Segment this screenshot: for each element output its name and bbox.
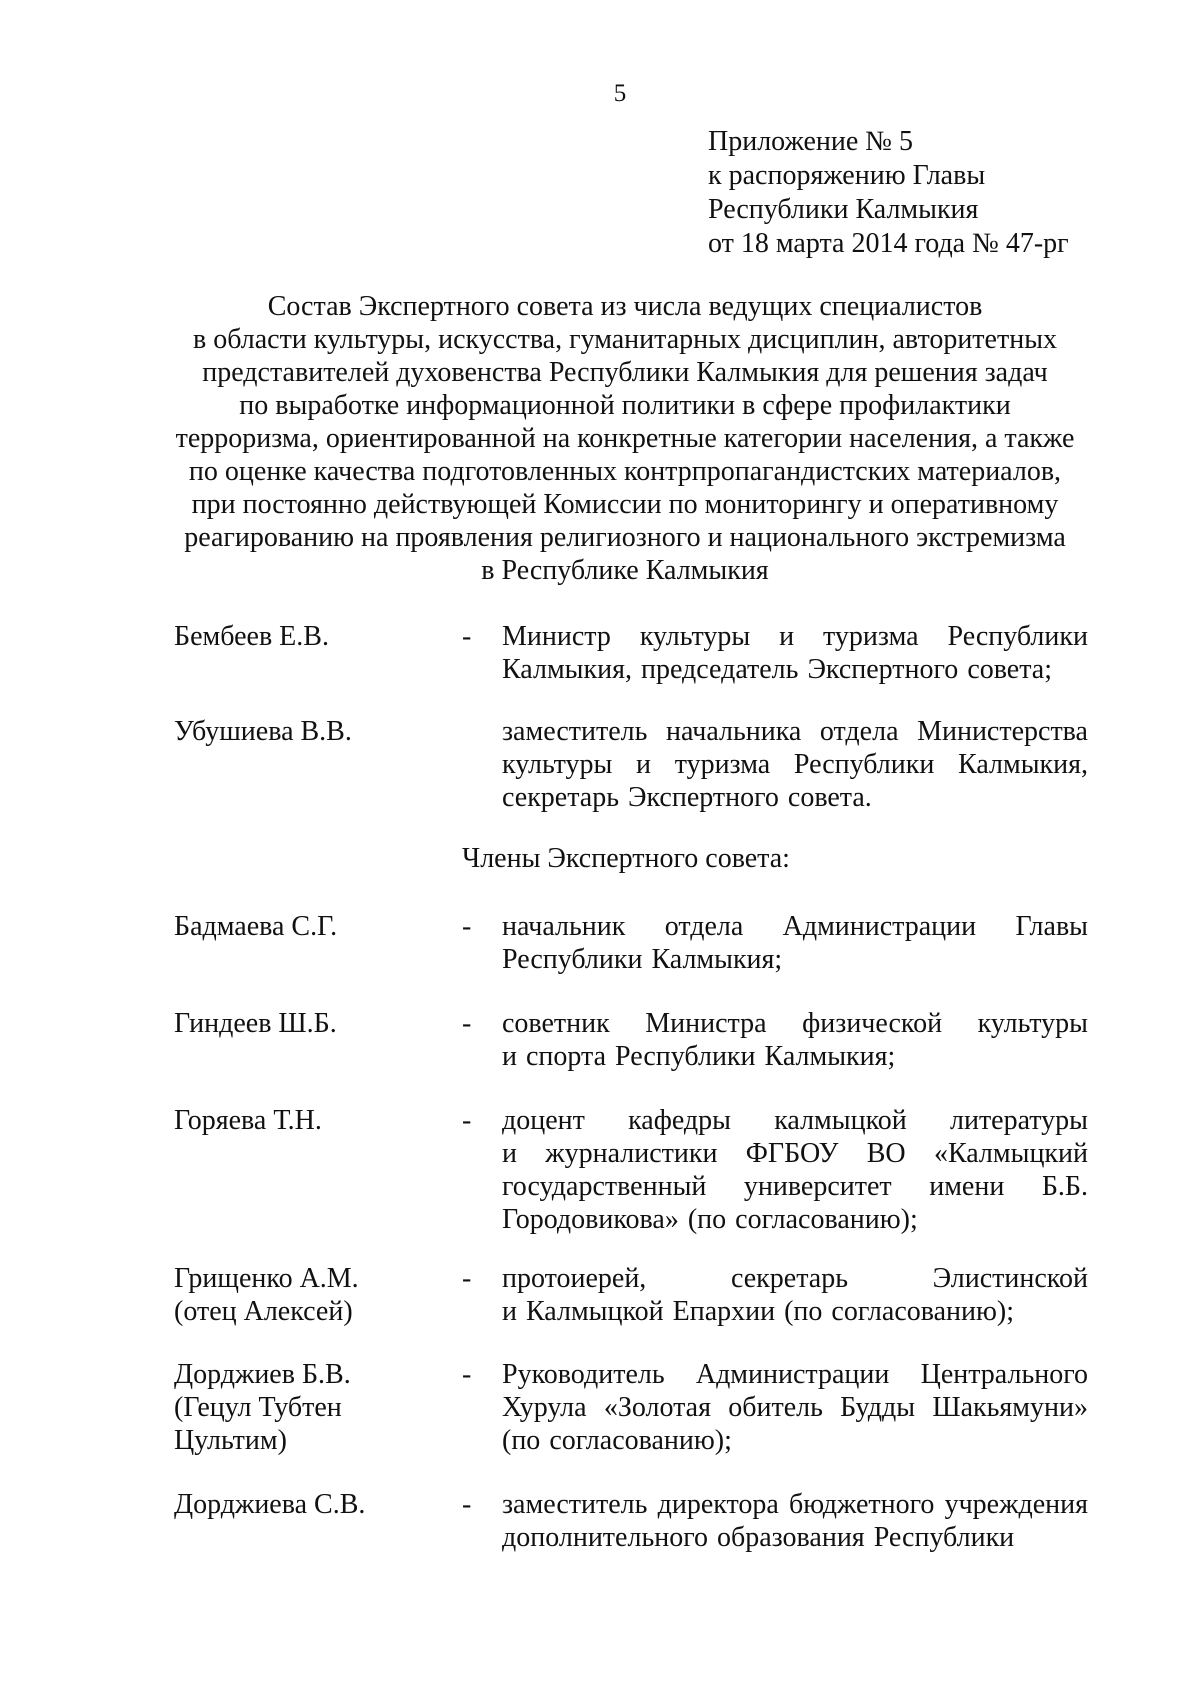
description-word: советник [502,1008,610,1039]
position-description [502,715,1088,814]
description-word: Калмыцкой [525,1296,664,1327]
description-word: Калмыкия; [651,944,783,975]
description-line [502,1391,1088,1424]
description-word: туризма [823,621,919,652]
description-word: совета. [787,782,872,813]
description-line [502,620,1088,653]
description-line [502,1424,1088,1457]
description-word: Епархии [672,1296,776,1327]
description-word: Б.Б. [1041,1171,1088,1202]
description-word: Хурула [502,1392,587,1423]
description-word: согласованию); [549,1425,732,1456]
person-name [174,620,434,653]
description-word: университет [743,1171,892,1202]
description-word: Министерства [917,716,1088,747]
description-line [502,653,1088,686]
description-word: (по [784,1296,823,1327]
position-description [502,1488,1088,1554]
entry-dash: - [462,1359,472,1390]
description-word: Администрации [695,1359,890,1390]
description-line [502,1104,1088,1137]
person-name [174,715,434,748]
description-word: учреждения [944,1489,1088,1520]
description-word: имени [929,1171,1005,1202]
description-word: Администрации [782,911,977,942]
annex-block [708,125,1069,261]
position-description [502,1358,1088,1457]
person-name [174,1007,434,1040]
description-word: Шакьямуни» [932,1392,1088,1423]
person-name-line: Дорджиева С.В. [174,1489,366,1520]
description-word: литературы [949,1105,1088,1136]
description-word: заместитель [502,716,648,747]
description-word: (по [502,1425,541,1456]
entry-dash: - [462,1008,472,1039]
description-word: Министра [645,1008,767,1039]
person-name-line: Цультим) [174,1425,287,1456]
entry-dash: - [462,1263,472,1294]
person-name-line: Убушиева В.В. [174,716,352,747]
description-word: образования [716,1522,865,1553]
description-line [502,748,1088,781]
title-line: в области культуры, искусства, гуманитарных дисциплин, авторитетных [192,324,1058,355]
description-word: Городовикова» [502,1204,679,1235]
description-word: согласованию); [735,1204,918,1235]
description-word: культуры [977,1008,1088,1039]
description-word: Калмыкия; [764,1041,896,1072]
description-word: начальник [502,911,626,942]
person-name-line: Грищенко А.М. [174,1263,359,1294]
description-word: кафедры [628,1105,731,1136]
person-name-line: (отец Алексей) [174,1296,353,1327]
description-word: Главы [1015,911,1088,942]
description-word: спорта [525,1041,607,1072]
annex-line: Республики Калмыкия [708,194,979,225]
description-word: и [502,1138,517,1169]
position-description [502,1007,1088,1073]
description-word: Экспертного [628,782,779,813]
description-word: Республики [873,1522,1015,1553]
title-line: по оценке качества подготовленных контрпропагандистских материалов, [188,456,1062,487]
description-word: заместитель [502,1489,648,1520]
description-line [502,1040,1088,1073]
person-name-line: Гиндеев Ш.Б. [174,1008,337,1039]
entry-dash: - [462,621,472,652]
person-name-line: Бембеев Е.В. [174,621,329,652]
description-word: директора [657,1489,779,1520]
description-word: государственный [502,1171,707,1202]
description-line [502,781,1088,814]
annex-line: от 18 марта 2014 года № 47-рг [708,228,1069,259]
description-word: и [502,1296,517,1327]
description-word: согласованию); [831,1296,1015,1327]
description-word: «Калмыцкий [933,1138,1088,1169]
description-word: Министр [502,621,611,652]
description-word: (по [687,1204,727,1235]
description-word: Руководитель [502,1359,665,1390]
title-line: при постоянно действующей Комиссии по мониторингу и оперативному [191,489,1059,520]
description-line [502,1295,1088,1328]
description-word: культуры [639,621,751,652]
description-word: Центрального [920,1359,1088,1390]
description-line [502,910,1088,943]
title-line: в Республике Калмыкия [481,555,769,586]
description-word: и [502,1041,517,1072]
person-name [174,910,434,943]
description-word: обитель [728,1392,823,1423]
position-description [502,910,1088,976]
description-line [502,715,1088,748]
description-word: доцент [502,1105,585,1136]
description-line [502,1488,1088,1521]
entry-dash: - [462,1489,472,1520]
description-word: Будды [840,1392,916,1423]
person-name-line: Горяева Т.Н. [174,1105,322,1136]
person-name [174,1488,434,1521]
description-word: бюджетного [788,1489,935,1520]
entry-dash: - [462,1105,472,1136]
description-line [502,1262,1088,1295]
description-word: дополнительного [502,1522,708,1553]
title-line: реагированию на проявления религиозного и национального экстремизма [184,522,1066,553]
description-line [502,1203,1088,1236]
description-word: секретарь [730,1263,848,1294]
description-word: Республики [793,749,935,780]
description-word: культуры [502,749,613,780]
description-word: журналистики [545,1138,718,1169]
page-number: 5 [613,80,627,107]
description-word: физической [802,1008,943,1039]
description-word: Калмыкия, [502,654,632,685]
person-name [174,1358,434,1457]
annex-line: Приложение № 5 [708,126,913,157]
person-name-line: (Гецул Тубтен [174,1392,342,1423]
description-word: отдела [664,911,744,942]
description-word: Республики [502,944,643,975]
description-word: Элистинской [932,1263,1088,1294]
entry-dash: - [462,911,472,942]
title-line: терроризма, ориентированной на конкретные категории населения, а также [175,423,1075,454]
title-line: представителей духовенства Республики Калмыкия для решения задач [202,357,1048,388]
description-word: секретарь [502,782,620,813]
description-word: Калмыкия, [958,749,1088,780]
annex-line: к распоряжению Главы [708,160,986,191]
person-name-line: Бадмаева С.Г. [174,911,338,942]
description-word: и [779,621,795,652]
description-word: ФГБОУ [745,1138,839,1169]
description-line [502,1137,1088,1170]
description-word: отдела [819,716,899,747]
description-word: председатель [640,654,799,685]
description-line [502,1170,1088,1203]
title-line: Состав Экспертного совета из числа ведущих специалистов [267,291,983,322]
description-word: и [636,749,652,780]
person-name-line: Дорджиев Б.В. [174,1359,351,1390]
description-line [502,1007,1088,1040]
description-word: протоиерей, [502,1263,647,1294]
description-line [502,1521,1088,1554]
description-word: «Золотая [603,1392,711,1423]
position-description [502,1262,1088,1328]
description-word: начальника [665,716,802,747]
description-word: совета; [967,654,1053,685]
description-word: Экспертного [807,654,959,685]
description-line [502,1358,1088,1391]
description-word: туризма [674,749,771,780]
document-title [150,290,1100,587]
description-word: Республики [947,621,1088,652]
description-word: Республики [615,1041,756,1072]
person-name [174,1104,434,1137]
members-heading: Члены Экспертного совета: [462,843,790,874]
description-word: калмыцкой [774,1105,907,1136]
title-line: по выработке информационной политики в сфере профилактики [239,390,1011,421]
position-description [502,620,1088,686]
description-line [502,943,1088,976]
description-word: ВО [866,1138,906,1169]
position-description [502,1104,1088,1236]
person-name [174,1262,434,1328]
